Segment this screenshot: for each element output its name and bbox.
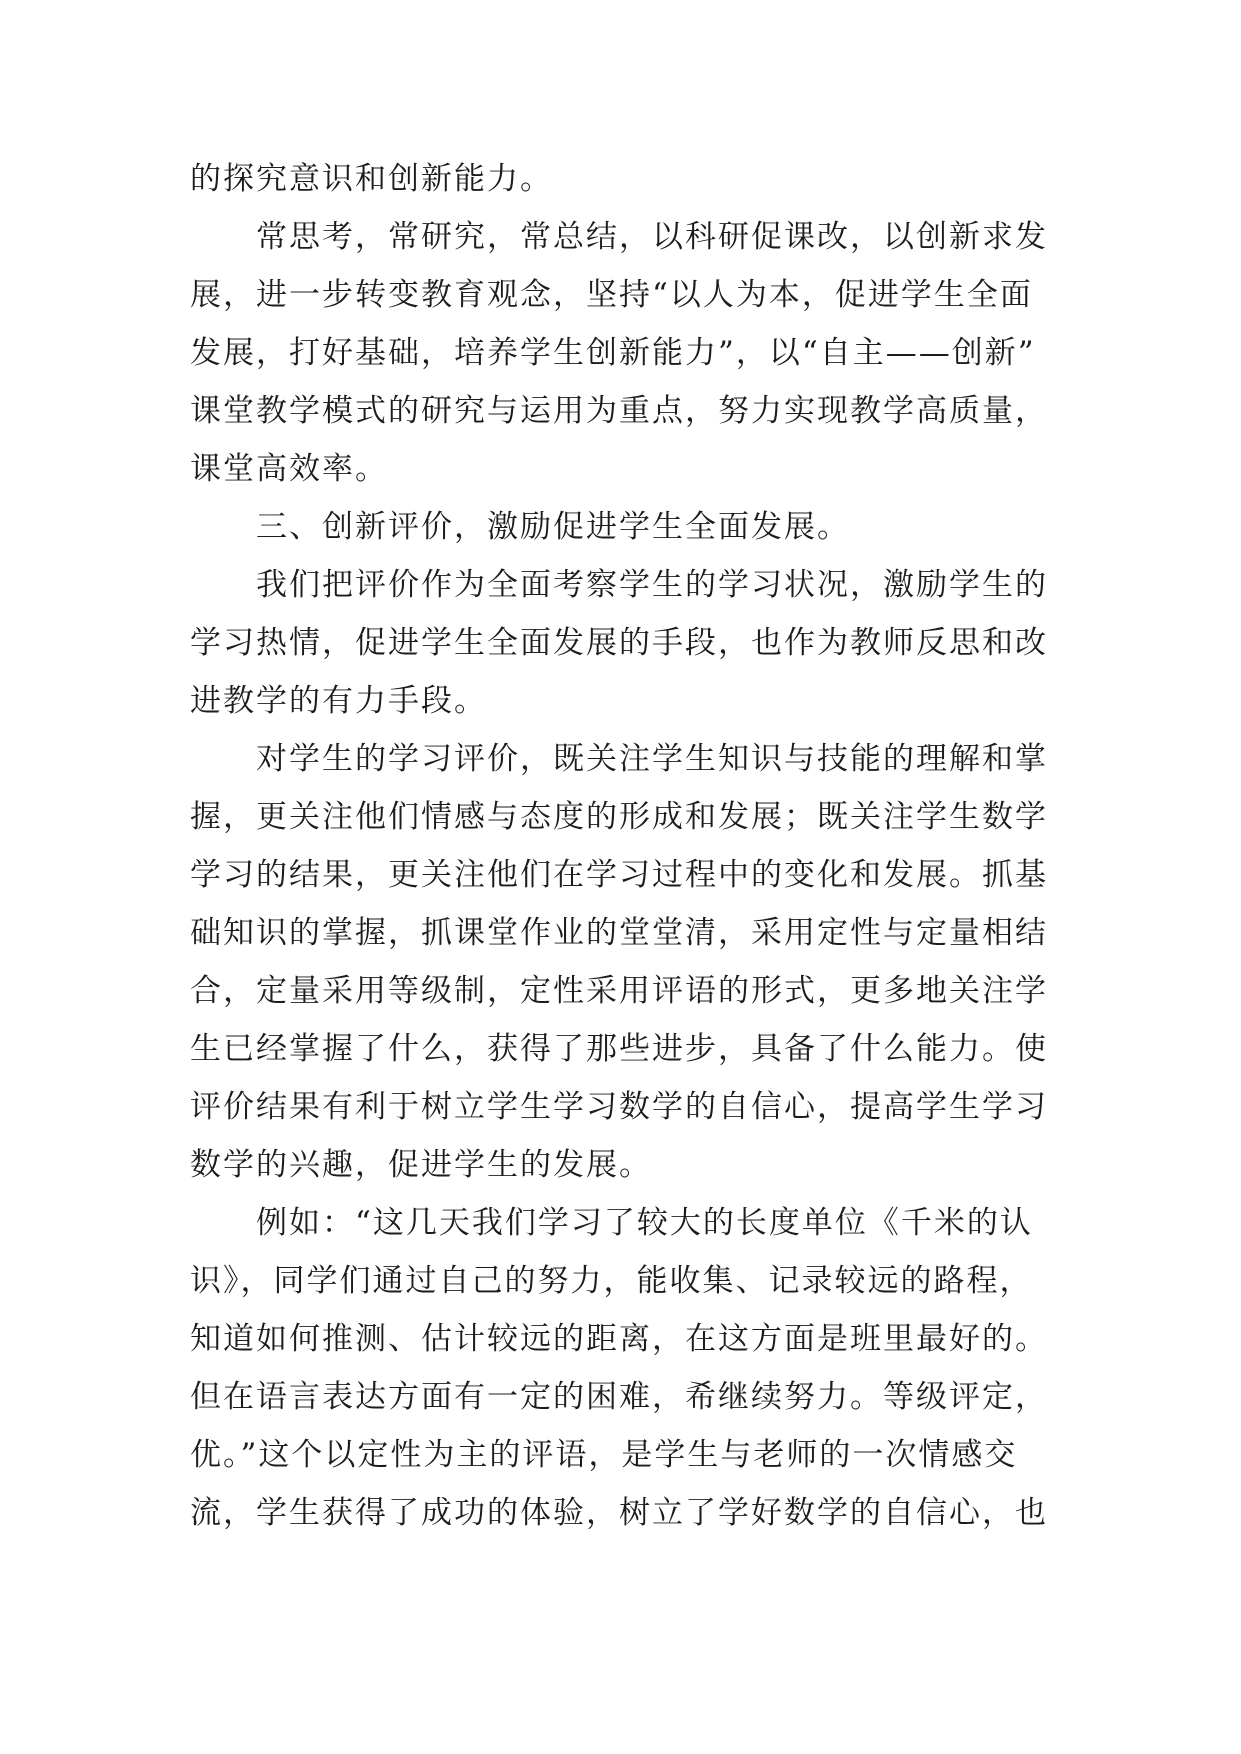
text-line: 学习热情，促进学生全面发展的手段，也作为教师反思和改: [190, 625, 1048, 661]
text-line: 评价结果有利于树立学生学习数学的自信心，提高学生学习: [190, 1089, 1048, 1125]
text-line: 但在语言表达方面有一定的困难，希继续努力。等级评定，: [190, 1379, 1048, 1415]
section-heading: 三、创新评价，激励促进学生全面发展。: [256, 509, 850, 545]
text-line: 础知识的掌握，抓课堂作业的堂堂清，采用定性与定量相结: [190, 915, 1048, 951]
text-line: 合，定量采用等级制，定性采用评语的形式，更多地关注学: [190, 973, 1048, 1009]
text-line: 知道如何推测、估计较远的距离，在这方面是班里最好的。: [190, 1321, 1048, 1357]
document-body: [190, 150, 1050, 1542]
text-line: 课堂高效率。: [190, 451, 388, 487]
text-line: 握，更关注他们情感与态度的形成和发展；既关注学生数学: [190, 799, 1048, 835]
text-line: 识》，同学们通过自己的努力，能收集、记录较远的路程，: [190, 1263, 1033, 1299]
text-line: 展，进一步转变教育观念，坚持“以人为本，促进学生全面: [190, 277, 1033, 313]
text-line: 学习的结果，更关注他们在学习过程中的变化和发展。抓基: [190, 857, 1048, 893]
text-line: 课堂教学模式的研究与运用为重点，努力实现教学高质量，: [190, 393, 1048, 429]
text-line: 流，学生获得了成功的体验，树立了学好数学的自信心，也: [190, 1495, 1048, 1531]
text-line: 对学生的学习评价，既关注学生知识与技能的理解和掌: [256, 741, 1048, 777]
text-line: 优。”这个以定性为主的评语，是学生与老师的一次情感交: [190, 1437, 1018, 1473]
text-line: 例如：“这几天我们学习了较大的长度单位《千米的认: [256, 1205, 1033, 1241]
text-line: 我们把评价作为全面考察学生的学习状况，激励学生的: [256, 567, 1048, 603]
text-line: 进教学的有力手段。: [190, 683, 487, 719]
text-line: 生已经掌握了什么，获得了那些进步，具备了什么能力。使: [190, 1031, 1048, 1067]
text-line: 发展，打好基础，培养学生创新能力”，以“自主——创新”: [190, 335, 1036, 371]
text-line: 常思考，常研究，常总结，以科研促课改，以创新求发: [256, 219, 1048, 255]
text-line: 数学的兴趣，促进学生的发展。: [190, 1147, 652, 1183]
text-line: 的探究意识和创新能力。: [190, 161, 553, 197]
